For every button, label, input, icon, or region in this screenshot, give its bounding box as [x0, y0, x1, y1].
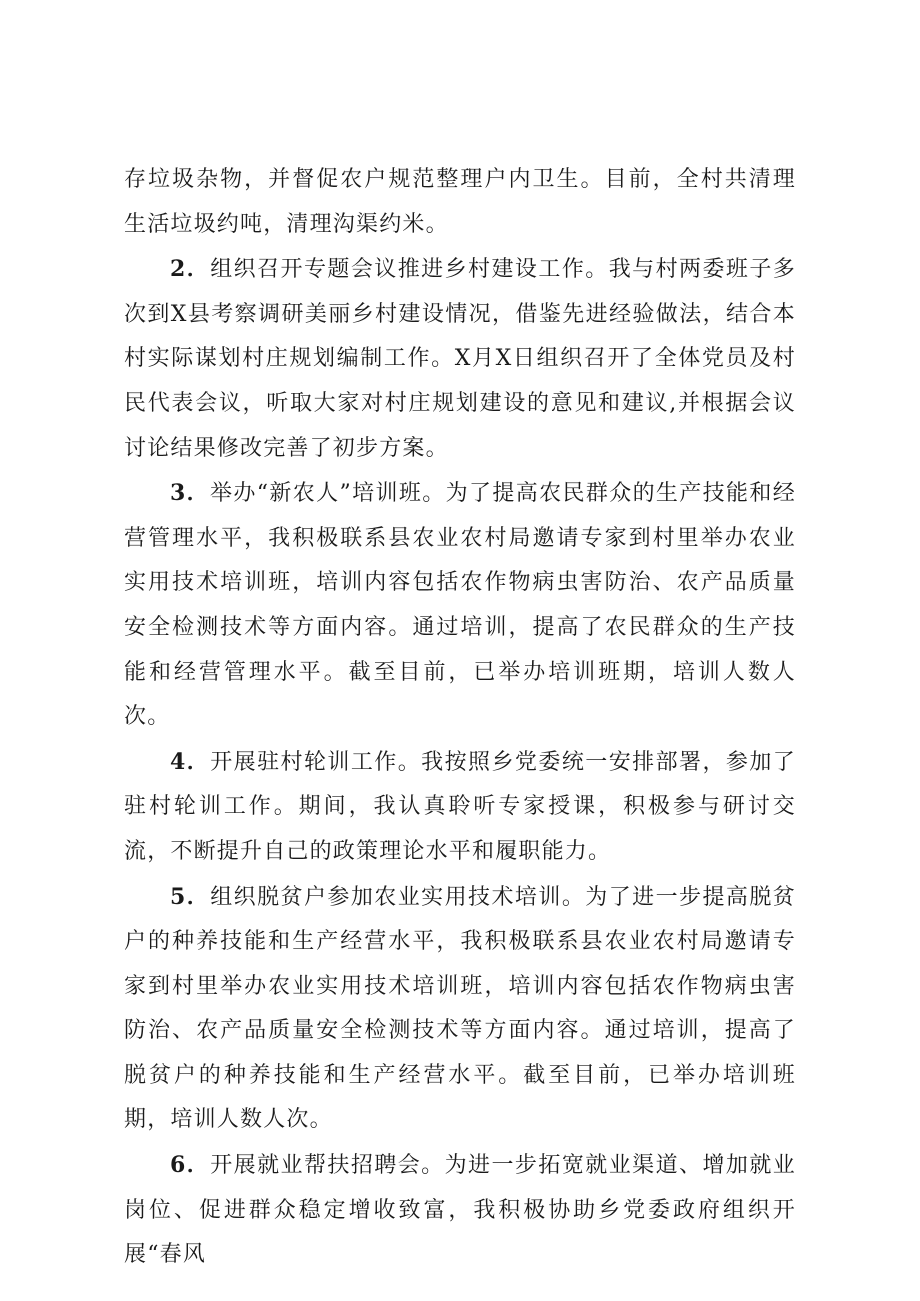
paragraph-text: 组织召开专题会议推进乡村建设工作。我与村两委班子多次到X县考察调研美丽乡村建设情况，借鉴先进经验做法，结合本村实际谋划村庄规划编制工作。X月X日组织召开了全体党员及村民代表会议，听取大家对村庄规划建设的意见和建议,并根据会议讨论结果修改完善了初步方案。: [124, 257, 796, 461]
paragraph-text: 开展就业帮扶招聘会。为进一步拓宽就业渠道、增加就业岗位、促进群众稳定增收致富，我积极协助乡党委政府组织开展“春风: [124, 1153, 796, 1268]
paragraph-item-2: [124, 247, 796, 471]
paragraph-continuation: [124, 158, 796, 247]
paragraph-number: 3．: [170, 480, 211, 507]
paragraph-text: 举办“新农人”培训班。为了提高农民群众的生产技能和经营管理水平，我积极联系县农业农村局邀请专家到村里举办农业实用技术培训班，培训内容包括农作物病虫害防治、农产品质量安全检测技术等方面内容。通过培训，提高了农民群众的生产技能和经营管理水平。截至目前，已举办培训班期，培训人数人次。: [124, 481, 796, 730]
paragraph-item-4: [124, 740, 796, 875]
paragraph-number: 4．: [170, 748, 211, 775]
paragraph-text: 开展驻村轮训工作。我按照乡党委统一安排部署，参加了驻村轮训工作。期间，我认真聆听专家授课，积极参与研讨交流，不断提升自己的政策理论水平和履职能力。: [124, 749, 796, 864]
paragraph-item-5: [124, 875, 796, 1144]
paragraph-number: 5．: [170, 883, 211, 910]
paragraph-text: 组织脱贫户参加农业实用技术培训。为了进一步提高脱贫户的种养技能和生产经营水平，我积极联系县农业农村局邀请专家到村里举办农业实用技术培训班，培训内容包括农作物病虫害防治、农产品质量安全检测技术等方面内容。通过培训，提高了脱贫户的种养技能和生产经营水平。截至目前，已举办培训班期，培训人数人次。: [124, 884, 796, 1133]
paragraph-number: 6．: [170, 1152, 211, 1179]
paragraph-item-6: [124, 1143, 796, 1278]
document-body: [124, 158, 796, 1278]
paragraph-item-3: [124, 471, 796, 740]
paragraph-number: 2．: [170, 256, 211, 283]
paragraph-text: 存垃圾杂物，并督促农户规范整理户内卫生。目前，全村共清理生活垃圾约吨，清理沟渠约米。: [124, 167, 796, 237]
